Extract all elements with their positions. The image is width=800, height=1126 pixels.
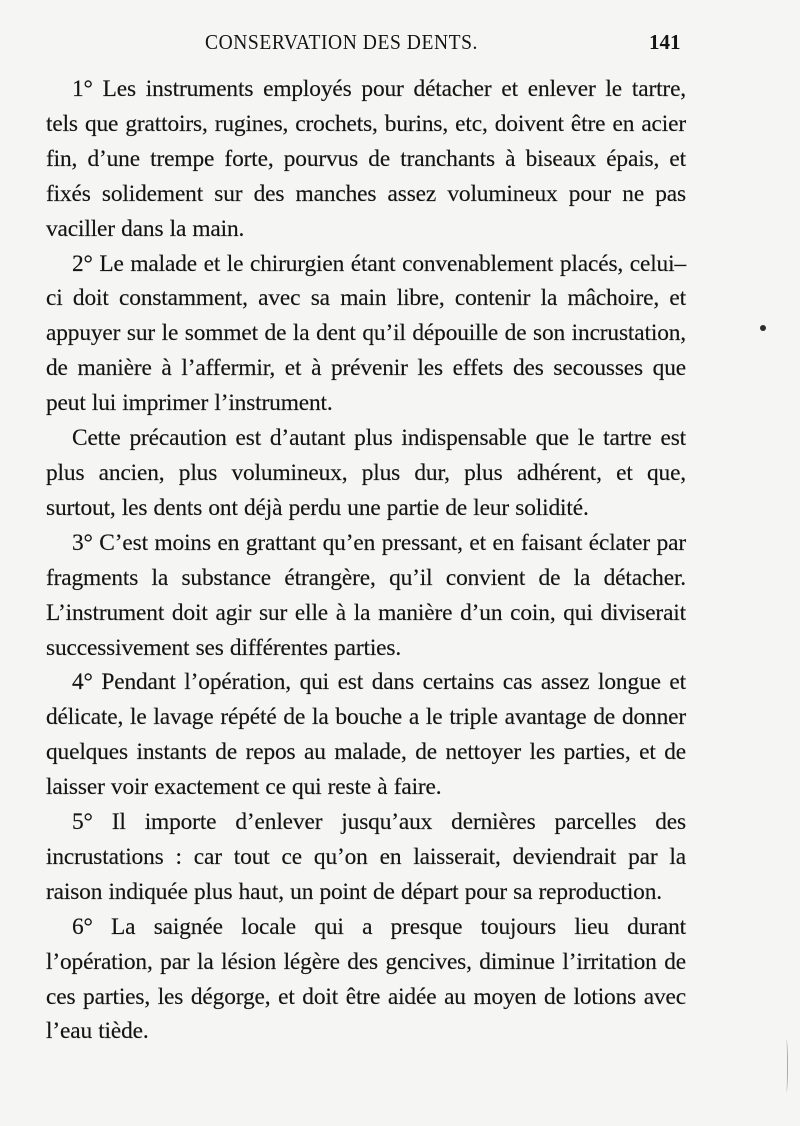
page-number: 141: [649, 30, 681, 54]
body-text: [46, 72, 686, 1049]
running-title: CONSERVATION DES DENTS.: [205, 30, 478, 54]
page-edge-mark: [785, 1040, 788, 1092]
paragraph-precaution: Cette précaution est d’autant plus indispensable que le tartre est plus ancien, plus volumineux, plus dur, plus adhérent, et que, surtout, les dents ont déjà perdu une partie de leur solidité.: [46, 425, 686, 521]
paragraph-complete-removal: 5° Il importe d’enlever jusqu’aux dernières parcelles des incrustations : car tout ce qu’on en laisserait, deviendrait par la raison indiquée plus haut, un point de départ pour sa reproduction.: [46, 809, 686, 905]
paragraph-rinsing: 4° Pendant l’opération, qui est dans certains cas assez longue et délicate, le lavage répété de la bouche a le triple avantage de donner quelques instants de repos au malade, de nettoyer les parties, et de laisser voir exactement ce qui reste à faire.: [46, 669, 686, 801]
running-header: [0, 30, 800, 64]
paragraph-positioning: 2° Le malade et le chirurgien étant convenablement placés, celui–ci doit constamment, avec sa main libre, contenir la mâchoire, et appuyer sur le sommet de la dent qu’il dépouille de son incrustation, de manière à l’affermir, et à prévenir les effets des secousses que peut lui imprimer l’instrument.: [46, 250, 686, 417]
paragraph-instruments: 1° Les instruments employés pour détacher et enlever le tartre, tels que grattoirs, rugines, crochets, burins, etc, doivent être en acier fin, d’une trempe forte, pourvus de tranchants à biseaux épais, et fixés solidement sur des manches assez volumineux pour ne pas vaciller dans la main.: [46, 76, 686, 242]
margin-ink-dot: [760, 325, 766, 331]
paragraph-technique: 3° C’est moins en grattant qu’en pressant, et en faisant éclater par fragments la substance étrangère, qu’il convient de la détacher. L’instrument doit agir sur elle à la manière d’un coin, qui diviserait successivement ses différentes parties.: [46, 529, 686, 661]
paragraph-bleeding: 6° La saignée locale qui a presque toujours lieu durant l’opération, par la lésion légère des gencives, diminue l’irritation de ces parties, les dégorge, et doit être aidée au moyen de lotions avec l’eau tiède.: [46, 913, 686, 1045]
